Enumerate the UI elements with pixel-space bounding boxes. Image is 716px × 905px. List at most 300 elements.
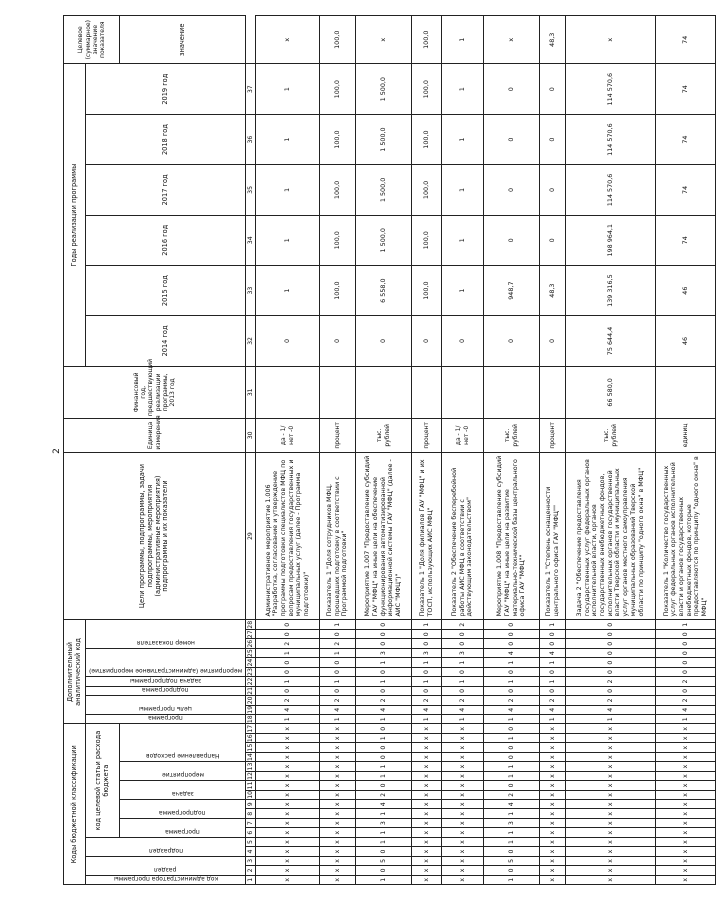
column-number: 17: [246, 724, 254, 733]
analytic-code-cell: 0: [256, 658, 320, 667]
analytic-code-cell: 2: [540, 696, 566, 705]
column-number: 34: [246, 215, 256, 265]
analytic-code-cell: 1: [442, 677, 484, 686]
year-value: 114 570,6: [566, 165, 656, 215]
budget-code-cell: x: [566, 734, 656, 743]
year-value: 0: [412, 316, 442, 366]
year-value: 1: [442, 165, 484, 215]
table-body: [256, 16, 716, 885]
budget-code-cell: 0: [484, 847, 540, 856]
column-number: 28: [246, 620, 254, 629]
budget-code-cell: x: [256, 743, 320, 752]
table-row: [540, 16, 566, 885]
year-value: 100,0: [412, 114, 442, 164]
analytic-code-cell: 4: [256, 705, 320, 714]
budget-code-cell: x: [540, 847, 566, 856]
analytic-code-cell: 1: [356, 715, 412, 724]
budget-code-cell: x: [656, 781, 716, 790]
row-unit: да - 1/ нет -0: [442, 419, 484, 453]
row-target-value: 48,3: [540, 16, 566, 64]
budget-code-cell: x: [566, 781, 656, 790]
budget-code-cell: x: [566, 847, 656, 856]
budget-code-cell: 1: [356, 771, 412, 780]
budget-code-cell: x: [256, 752, 320, 761]
budget-code-cell: x: [540, 800, 566, 809]
budget-code-cell: x: [412, 875, 442, 884]
analytic-code-cell: 0: [256, 686, 320, 695]
row-name: Задача 2 "Обеспечение предоставления государственных услуг федеральных органов исполнительной власти, органов государственных внебюджетных фондов, исполнительных органов государственной власти Тверской области и муниципальных услуг органов местного самоуправления муниципальных образований Тверской области по принципу "одного окна" в МФЦ": [566, 452, 656, 620]
budget-code-cell: x: [566, 752, 656, 761]
year-value: 74: [656, 114, 716, 164]
header-prog: программа: [120, 818, 246, 837]
budget-code-cell: x: [320, 828, 356, 837]
column-number: 15: [246, 743, 254, 752]
analytic-code-cell: 2: [412, 696, 442, 705]
budget-code-cell: 1: [484, 809, 540, 818]
year-value: 100,0: [320, 215, 356, 265]
year-value: 0: [484, 64, 540, 114]
column-number: 27: [246, 630, 254, 639]
year-value: 1: [442, 265, 484, 315]
year-value: 0: [484, 215, 540, 265]
budget-code-cell: x: [320, 743, 356, 752]
column-number: 29: [246, 452, 256, 620]
header-fin-year: Финансовый год, предшествующий реализации программы, 2013 год: [64, 366, 246, 418]
budget-code-cell: 0: [356, 781, 412, 790]
analytic-code-cell: 1: [656, 620, 716, 630]
budget-code-cell: 1: [484, 771, 540, 780]
budget-code-cell: 3: [484, 818, 540, 827]
budget-code-cell: x: [442, 771, 484, 780]
year-value: 100,0: [320, 265, 356, 315]
analytic-code-cell: 1: [540, 715, 566, 724]
budget-code-cell: x: [566, 866, 656, 875]
header-unit: Единица измерения: [64, 419, 246, 453]
year-value: 74: [656, 215, 716, 265]
column-number: 21: [246, 686, 254, 695]
year-value: 0: [540, 64, 566, 114]
analytic-code-cell: 1: [540, 677, 566, 686]
analytic-code-cell: 0: [356, 686, 412, 695]
budget-code-cell: x: [256, 875, 320, 884]
budget-code-cell: 0: [484, 743, 540, 752]
budget-code-cell: x: [566, 771, 656, 780]
table-row: [484, 16, 540, 885]
analytic-code-cell: 1: [442, 658, 484, 667]
budget-code-cell: 4: [484, 800, 540, 809]
year-value: 74: [656, 64, 716, 114]
analytic-code-cell: 0: [256, 630, 320, 639]
header-name: Цели программы, подпрограммы, задачи подпрограммы, мероприятия (административные мероприятия) подпрограммы и их показатели: [64, 452, 246, 620]
analytic-code-cell: 1: [356, 658, 412, 667]
analytic-code-cell: 1: [484, 658, 540, 667]
column-number: 1: [246, 875, 256, 884]
analytic-code-cell: 2: [320, 696, 356, 705]
header-admin-code: код администратора программы: [86, 875, 246, 884]
table-row: [356, 16, 412, 885]
row-fin-year-value: 66 580,0: [566, 366, 656, 418]
budget-code-cell: x: [320, 790, 356, 799]
analytic-code-cell: 0: [412, 630, 442, 639]
header-meropr: мероприятие: [120, 762, 246, 781]
year-value: 0: [320, 316, 356, 366]
budget-code-cell: x: [656, 847, 716, 856]
year-value: 1: [256, 165, 320, 215]
header-podprog: подпрограмма: [120, 800, 246, 819]
analytic-code-cell: 4: [540, 648, 566, 657]
budget-code-cell: x: [656, 724, 716, 734]
budget-code-cell: 1: [484, 762, 540, 771]
year-value: 1 500,0: [356, 165, 412, 215]
analytic-code-cell: 0: [656, 658, 716, 667]
year-value: 100,0: [320, 64, 356, 114]
row-unit: процент: [412, 419, 442, 453]
budget-code-cell: x: [320, 800, 356, 809]
year-value: 0: [540, 165, 566, 215]
analytic-code-cell: 4: [320, 705, 356, 714]
budget-code-cell: x: [320, 847, 356, 856]
year-value: 6 558,0: [356, 265, 412, 315]
column-number: 22: [246, 677, 254, 686]
budget-code-cell: 0: [356, 724, 412, 734]
budget-code-cell: x: [656, 856, 716, 865]
budget-code-cell: 1: [484, 837, 540, 846]
budget-code-cell: x: [256, 790, 320, 799]
analytic-code-cell: 1: [412, 677, 442, 686]
analytic-code-cell: 1: [566, 715, 656, 724]
analytic-code-cell: 0: [412, 667, 442, 676]
row-name: Показатель 1 "Доля сотрудников МФЦ, прошедших подготовку в соответствии с Программой подготовки": [320, 452, 356, 620]
year-value: 0: [356, 316, 412, 366]
row-fin-year-value: [442, 366, 484, 418]
year-value: 1: [256, 114, 320, 164]
analytic-code-cell: 1: [320, 715, 356, 724]
analytic-code-cell: 4: [484, 705, 540, 714]
row-unit: тыс. рублей: [484, 419, 540, 453]
analytic-code-cell: 0: [412, 686, 442, 695]
year-value: 0: [256, 316, 320, 366]
budget-code-cell: x: [412, 734, 442, 743]
row-unit: единиц: [656, 419, 716, 453]
year-value: 114 570,6: [566, 64, 656, 114]
budget-code-cell: x: [442, 752, 484, 761]
page-number: 2: [51, 448, 62, 454]
analytic-code-cell: 0: [566, 630, 656, 639]
row-fin-year-value: [412, 366, 442, 418]
header-2015: 2015 год: [86, 265, 246, 315]
row-name: Мероприятие 1.007 "Предоставление субсидий ГАУ "МФЦ" на иные цели на обеспечение функционирования автоматизированной информационной системы ГАУ "МФЦ" (далее - АИС "МФЦ")": [356, 452, 412, 620]
analytic-code-cell: 0: [566, 639, 656, 648]
budget-code-cell: x: [540, 752, 566, 761]
budget-code-cell: 0: [356, 743, 412, 752]
header-a-zadacha: задача подпрограммы: [86, 677, 246, 686]
budget-code-cell: x: [442, 828, 484, 837]
year-value: 74: [656, 165, 716, 215]
analytic-code-cell: 1: [412, 715, 442, 724]
budget-code-cell: x: [256, 781, 320, 790]
year-value: 100,0: [412, 64, 442, 114]
column-number: 20: [246, 696, 254, 705]
analytic-code-cell: 4: [540, 705, 566, 714]
budget-code-cell: x: [442, 875, 484, 884]
budget-code-cell: 1: [356, 837, 412, 846]
budget-code-cell: x: [256, 771, 320, 780]
budget-code-cell: x: [656, 734, 716, 743]
budget-code-cell: x: [320, 856, 356, 865]
analytic-code-cell: 2: [442, 620, 484, 630]
column-number: 11: [246, 781, 254, 790]
budget-code-cell: x: [320, 771, 356, 780]
analytic-code-cell: 1: [412, 658, 442, 667]
budget-code-cell: x: [256, 847, 320, 856]
row-name: Административное мероприятие 1.006 "Разработка, согласование и утверждение программы подготовки специалистов МФЦ по вопросам предоставления государственных и муниципальных услуг (далее - Программа подготовки)": [256, 452, 320, 620]
analytic-code-cell: 0: [320, 686, 356, 695]
column-number: 10: [246, 790, 254, 799]
analytic-code-cell: 2: [256, 696, 320, 705]
analytic-code-cell: 4: [356, 705, 412, 714]
budget-code-cell: 0: [484, 781, 540, 790]
analytic-code-cell: 1: [356, 677, 412, 686]
analytic-code-cell: 2: [656, 677, 716, 686]
analytic-code-cell: 1: [656, 715, 716, 724]
analytic-code-cell: 0: [356, 667, 412, 676]
row-fin-year-value: [320, 366, 356, 418]
column-number: 13: [246, 762, 254, 771]
budget-code-cell: x: [412, 724, 442, 734]
budget-code-cell: 1: [356, 734, 412, 743]
row-target-value: x: [484, 16, 540, 64]
budget-code-cell: x: [656, 875, 716, 884]
year-value: 0: [540, 215, 566, 265]
budget-code-cell: x: [540, 743, 566, 752]
year-value: 1: [442, 215, 484, 265]
analytic-code-cell: 0: [442, 639, 484, 648]
analytic-code-cell: 0: [412, 639, 442, 648]
row-target-value: 1: [442, 16, 484, 64]
header-2014: 2014 год: [86, 316, 246, 366]
column-number: 35: [246, 165, 256, 215]
year-value: 139 316,5: [566, 265, 656, 315]
row-name: Показатель 2 "Обеспечение бесперебойной работы АИС МФЦ в соответствии с действующим законодательством": [442, 452, 484, 620]
year-value: 0: [484, 316, 540, 366]
budget-code-cell: 2: [356, 790, 412, 799]
budget-code-cell: x: [540, 771, 566, 780]
budget-code-cell: x: [442, 762, 484, 771]
analytic-code-cell: 0: [356, 620, 412, 630]
analytic-code-cell: 0: [256, 620, 320, 630]
budget-code-cell: x: [256, 828, 320, 837]
budget-code-cell: x: [320, 809, 356, 818]
column-number: 16: [246, 734, 254, 743]
column-number: 30: [246, 419, 256, 453]
budget-code-cell: x: [256, 809, 320, 818]
row-unit: тыс. рублей: [356, 419, 412, 453]
header-a-cel: цель программы: [86, 696, 246, 715]
analytic-code-cell: 0: [540, 686, 566, 695]
budget-code-cell: x: [540, 809, 566, 818]
budget-code-cell: x: [412, 790, 442, 799]
budget-code-cell: x: [412, 837, 442, 846]
budget-code-cell: x: [656, 752, 716, 761]
budget-code-cell: 0: [484, 752, 540, 761]
budget-code-cell: x: [320, 875, 356, 884]
budget-code-cell: 5: [356, 856, 412, 865]
analytic-code-cell: 2: [320, 639, 356, 648]
column-number: 7: [246, 818, 256, 827]
budget-code-cell: x: [540, 818, 566, 827]
budget-code-cell: x: [320, 866, 356, 875]
row-name: Показатель 1 "Степень оснащенности центрального офиса ГАУ "МФЦ"": [540, 452, 566, 620]
row-fin-year-value: [484, 366, 540, 418]
header-napravl: Направление расходов: [120, 724, 246, 762]
budget-code-cell: 1: [356, 762, 412, 771]
column-number: 8: [246, 809, 256, 818]
year-value: 100,0: [412, 215, 442, 265]
budget-code-cell: x: [256, 800, 320, 809]
column-number: 5: [246, 837, 256, 846]
header-a-podprog: подпрограмма: [86, 686, 246, 695]
column-number: 32: [246, 316, 256, 366]
table-row: [442, 16, 484, 885]
budget-code-cell: x: [412, 847, 442, 856]
budget-code-cell: 0: [484, 724, 540, 734]
analytic-code-cell: 0: [566, 658, 656, 667]
column-number: 24: [246, 658, 254, 667]
header-target: Целевое (суммарное) значение показателя: [64, 16, 120, 64]
budget-code-cell: 1: [356, 809, 412, 818]
row-name: Показатель 1 "Количество государственных услуг федеральных органов исполнительной власти и органов государственных внебюджетных фондов, которые предоставляются по принципу "одного окна" в МФЦ": [656, 452, 716, 620]
budget-code-cell: x: [540, 875, 566, 884]
budget-code-cell: x: [412, 781, 442, 790]
budget-code-cell: x: [566, 809, 656, 818]
year-value: 198 964,1: [566, 215, 656, 265]
analytic-code-cell: 1: [256, 715, 320, 724]
analytic-code-cell: 3: [442, 648, 484, 657]
year-value: 0: [442, 316, 484, 366]
column-number: 6: [246, 828, 256, 837]
year-value: 46: [656, 265, 716, 315]
header-razdel: раздел: [86, 856, 246, 875]
column-number-row: [246, 16, 256, 885]
analytic-code-cell: 0: [540, 667, 566, 676]
analytic-code-cell: 4: [566, 705, 656, 714]
budget-code-cell: x: [442, 837, 484, 846]
budget-code-cell: x: [442, 866, 484, 875]
budget-code-cell: x: [566, 743, 656, 752]
row-unit: тыс. рублей: [566, 419, 656, 453]
analytic-code-cell: 4: [442, 705, 484, 714]
header-2016: 2016 год: [86, 215, 246, 265]
column-number: 19: [246, 705, 254, 714]
budget-code-cell: 4: [356, 800, 412, 809]
year-value: 75 644,4: [566, 316, 656, 366]
budget-code-cell: x: [412, 866, 442, 875]
budget-code-cell: x: [442, 790, 484, 799]
column-number: 14: [246, 753, 254, 762]
budget-code-cell: x: [540, 762, 566, 771]
analytic-code-cell: 0: [442, 667, 484, 676]
analytic-code-cell: 4: [412, 705, 442, 714]
budget-code-cell: x: [442, 809, 484, 818]
column-number: 4: [246, 847, 256, 856]
analytic-code-cell: 0: [656, 686, 716, 695]
header-kcsr: код целевой статьи расхода бюджета: [86, 724, 120, 837]
analytic-code-cell: 0: [656, 667, 716, 676]
column-number: 31: [246, 366, 256, 418]
budget-code-cell: x: [540, 828, 566, 837]
budget-code-cell: x: [656, 800, 716, 809]
budget-code-cell: x: [442, 856, 484, 865]
analytic-code-cell: 1: [256, 677, 320, 686]
budget-code-cell: x: [320, 781, 356, 790]
column-number: 26: [246, 639, 254, 648]
analytic-code-cell: 1: [320, 677, 356, 686]
budget-code-cell: x: [540, 866, 566, 875]
budget-code-cell: x: [256, 762, 320, 771]
analytic-code-cell: 0: [484, 620, 540, 630]
budget-code-cell: x: [442, 743, 484, 752]
year-value: 48,3: [540, 265, 566, 315]
budget-code-cell: x: [412, 771, 442, 780]
budget-code-cell: x: [320, 724, 356, 734]
row-target-value: 74: [656, 16, 716, 64]
budget-code-cell: x: [442, 800, 484, 809]
budget-code-cell: x: [540, 724, 566, 734]
year-value: 1 500,0: [356, 64, 412, 114]
row-target-value: x: [256, 16, 320, 64]
budget-code-cell: x: [566, 875, 656, 884]
budget-code-cell: x: [656, 837, 716, 846]
row-name: Мероприятие 1.008 "Предоставление субсидий ГАУ "МФЦ" на иные цели на развитие материально-технической базы центрального офиса ГАУ "МФЦ"": [484, 452, 540, 620]
row-unit: процент: [540, 419, 566, 453]
analytic-code-cell: 0: [356, 639, 412, 648]
budget-code-cell: x: [566, 724, 656, 734]
budget-code-cell: x: [566, 762, 656, 771]
budget-code-cell: x: [540, 856, 566, 865]
header-2018: 2018 год: [86, 114, 246, 164]
year-value: 1 500,0: [356, 114, 412, 164]
budget-code-cell: x: [656, 790, 716, 799]
budget-code-cell: 0: [484, 866, 540, 875]
budget-code-cell: x: [656, 809, 716, 818]
row-target-value: 100,0: [412, 16, 442, 64]
year-value: 1: [256, 64, 320, 114]
year-value: 100,0: [320, 114, 356, 164]
year-value: 0: [540, 114, 566, 164]
analytic-code-cell: 3: [356, 648, 412, 657]
row-fin-year-value: [256, 366, 320, 418]
year-value: 114 570,6: [566, 114, 656, 164]
budget-code-cell: 0: [356, 752, 412, 761]
analytic-code-cell: 1: [412, 620, 442, 630]
budget-code-cell: x: [656, 818, 716, 827]
header-a-meropr: мероприятие (административное мероприятие): [86, 648, 246, 676]
year-value: 1: [442, 64, 484, 114]
analytic-code-cell: 0: [656, 639, 716, 648]
analytic-code-cell: 1: [442, 715, 484, 724]
table-row: [320, 16, 356, 885]
header-podrazdel: подраздел: [86, 837, 246, 856]
analytic-code-cell: 1: [484, 677, 540, 686]
budget-code-cell: x: [442, 847, 484, 856]
row-fin-year-value: [656, 366, 716, 418]
row-name: Показатель 1 "Доля филиалов ГАУ "МФЦ" и их ТОСП, использующих АИС МФЦ": [412, 452, 442, 620]
budget-code-cell: x: [256, 818, 320, 827]
budget-code-cell: x: [442, 781, 484, 790]
analytic-code-cell: 0: [540, 630, 566, 639]
program-table-wrapper: [63, 15, 708, 885]
analytic-code-cell: 0: [566, 686, 656, 695]
